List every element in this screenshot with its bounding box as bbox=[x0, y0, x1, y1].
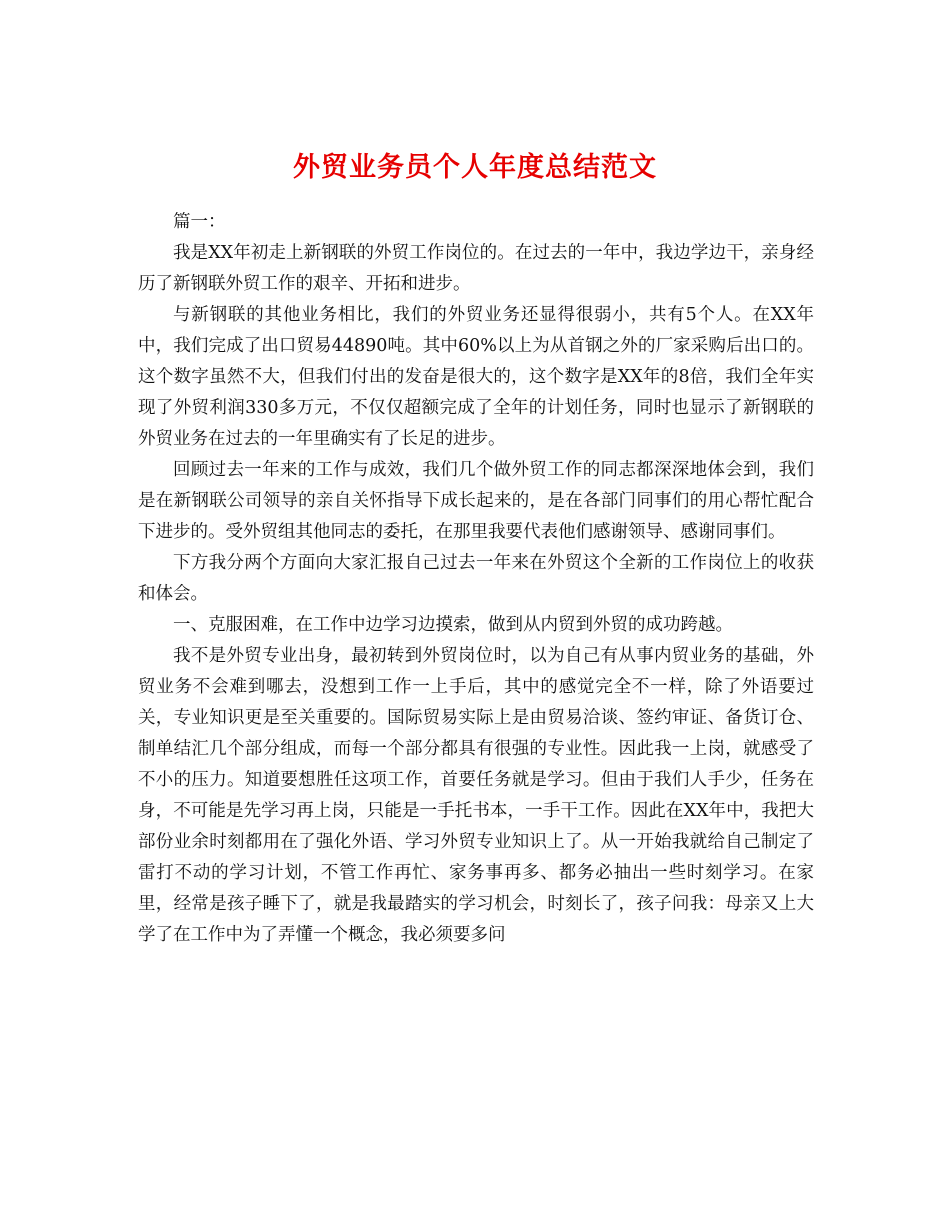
section-heading: 一、克服困难，在工作中边学习边摸索，做到从内贸到外贸的成功跨越。 bbox=[173, 615, 733, 635]
paragraph: 我不是外贸专业出身，最初转到外贸岗位时，以为自己有从事内贸业务的基础，外贸业务不会难到哪去，没想到工作一上手后，其中的感觉完全不一样，除了外语要过关，专业知识更是至关重要的。国际贸易实际上是由贸易洽谈、签约审证、备货订仓、制单结汇几个部分组成，而每一个部分都具有很强的专业性。因此我一上岗，就感受了不小的压力。知道要想胜任这项工作，首要任务就是学习。但由于我们人手少，任务在身，不可能是先学习再上岗，只能是一手托书本，一手干工作。因此在XX年中，我把大部份业余时刻都用在了强化外语、学习外贸专业知识上了。从一开始我就给自己制定了雷打不动的学习计划，不管工作再忙、家务事再多、都务必抽出一些时刻学习。在家里，经常是孩子睡下了，就是我最踏实的学习机会，时刻长了，孩子问我：母亲又上大学了在工作中为了弄懂一个概念，我必须要多问 bbox=[138, 646, 814, 945]
paragraph: 与新钢联的其他业务相比，我们的外贸业务还显得很弱小，共有5个人。在XX年中，我们完成了出口贸易44890吨。其中60%以上为从首钢之外的厂家采购后出口的。这个数字虽然不大，但我们付出的发奋是很大的，这个数字是XX年的8倍，我们全年实现了外贸利润330多万元，不仅仅超额完成了全年的计划任务，同时也显示了新钢联的外贸业务在过去的一年里确实有了长足的进步。 bbox=[138, 305, 814, 449]
paragraph: 我是XX年初走上新钢联的外贸工作岗位的。在过去的一年中，我边学边干，亲身经历了新钢联外贸工作的艰辛、开拓和进步。 bbox=[138, 243, 814, 294]
document-title: 外贸业务员个人年度总结范文 bbox=[293, 152, 657, 184]
paragraph: 回顾过去一年来的工作与成效，我们几个做外贸工作的同志都深深地体会到，我们是在新钢联公司领导的亲自关怀指导下成长起来的，是在各部门同事们的用心帮忙配合下进步的。受外贸组其他同志的委托，在那里我要代表他们感谢领导、感谢同事们。 bbox=[138, 460, 814, 542]
document-body bbox=[138, 207, 814, 951]
paragraph-part-heading: 篇一： bbox=[173, 212, 226, 232]
paragraph: 下方我分两个方面向大家汇报自己过去一年来在外贸这个全新的工作岗位上的收获和体会。 bbox=[138, 553, 814, 604]
